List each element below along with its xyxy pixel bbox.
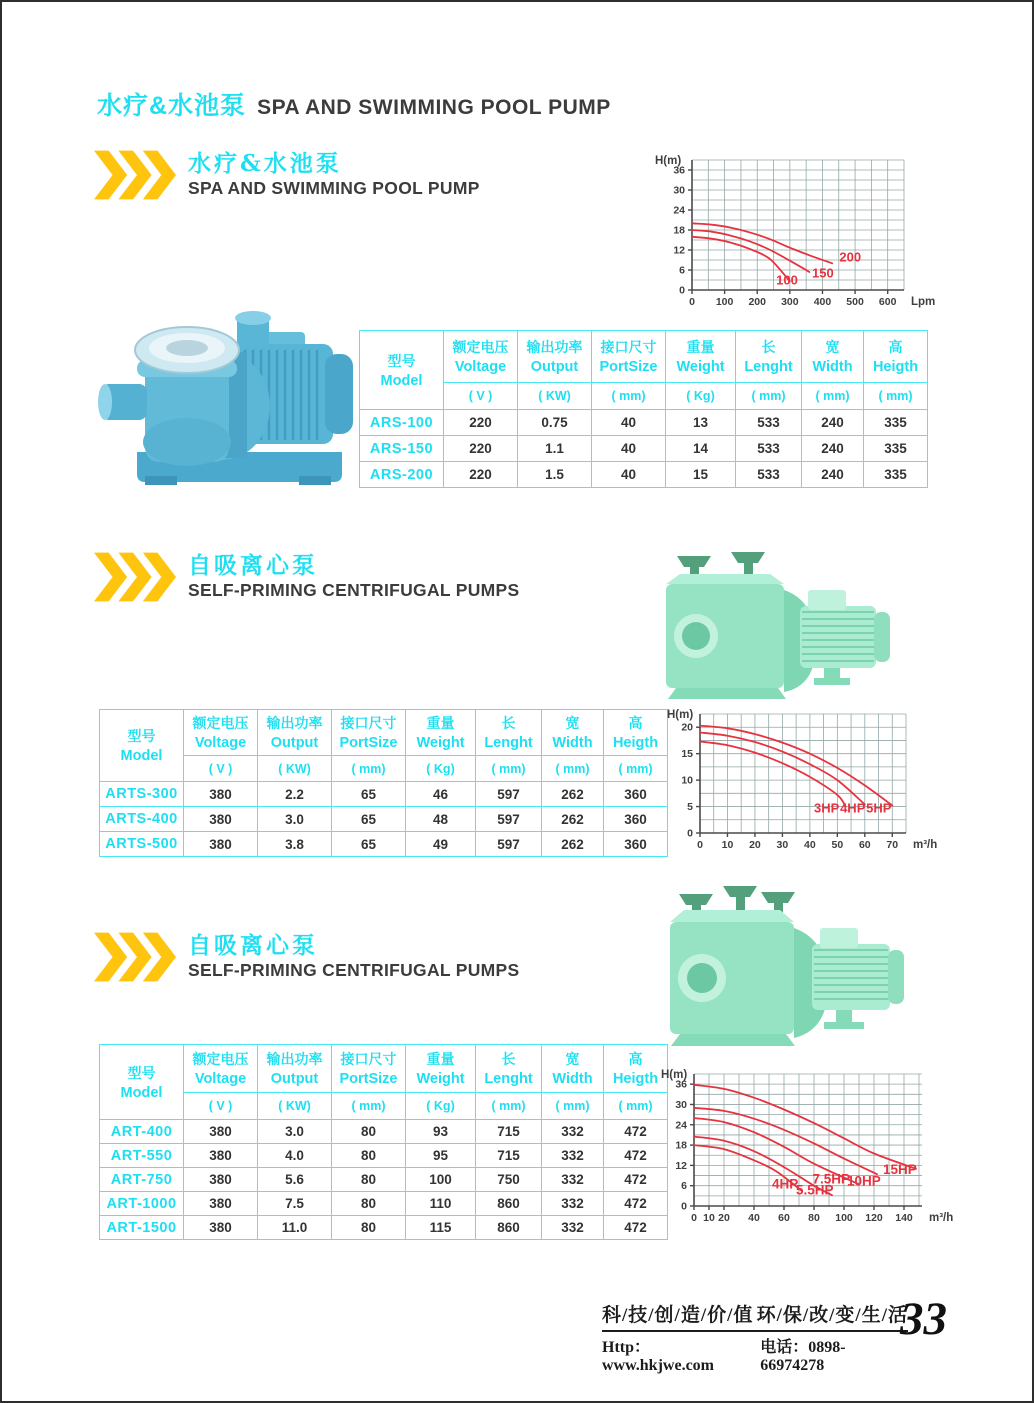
value-cell: 380 (184, 832, 258, 857)
svg-text:10: 10 (703, 1212, 715, 1224)
col-unit: ( KW) (518, 383, 592, 410)
svg-text:10: 10 (721, 839, 734, 851)
svg-text:80: 80 (808, 1212, 820, 1224)
svg-text:100: 100 (776, 272, 798, 288)
col-unit: ( V ) (184, 756, 258, 782)
svg-text:200: 200 (748, 296, 766, 308)
value-cell: 100 (406, 1168, 476, 1192)
svg-text:200: 200 (839, 249, 862, 265)
model-cell: ART-550 (100, 1144, 184, 1168)
svg-text:0: 0 (679, 284, 685, 297)
svg-text:600: 600 (878, 296, 897, 308)
svg-text:18: 18 (675, 1139, 687, 1152)
col-unit: ( mm) (332, 1093, 406, 1120)
value-cell: 110 (406, 1192, 476, 1216)
value-cell: 15 (666, 462, 736, 488)
value-cell: 360 (604, 807, 668, 832)
svg-text:300: 300 (781, 296, 799, 308)
svg-text:100: 100 (835, 1212, 853, 1224)
page-header (97, 86, 611, 122)
col-header: 宽 Width (542, 1045, 604, 1093)
model-cell: ARS-150 (360, 436, 444, 462)
section-title-en: SELF-PRIMING CENTRIFUGAL PUMPS (188, 580, 520, 601)
svg-text:0: 0 (681, 1200, 687, 1213)
value-cell: 13 (666, 410, 736, 436)
footer-phone: 电话：0898-66974278 (760, 1339, 846, 1374)
value-cell: 1.1 (518, 436, 592, 462)
spec-table-ars (359, 330, 928, 488)
value-cell: 46 (406, 782, 476, 807)
value-cell: 533 (736, 436, 802, 462)
col-header: 长 Lenght (736, 331, 802, 383)
value-cell: 115 (406, 1216, 476, 1240)
value-cell: 48 (406, 807, 476, 832)
performance-chart-arts (664, 702, 946, 867)
value-cell: 0.75 (518, 410, 592, 436)
value-cell: 335 (864, 462, 928, 488)
col-header: 重量 Weight (666, 331, 736, 383)
svg-text:20: 20 (681, 721, 693, 734)
value-cell: 332 (542, 1144, 604, 1168)
col-header: 重量 Weight (406, 710, 476, 756)
value-cell: 65 (332, 782, 406, 807)
svg-text:20: 20 (718, 1212, 730, 1224)
value-cell: 380 (184, 1120, 258, 1144)
col-header: 长 Lenght (476, 1045, 542, 1093)
col-header: 宽 Width (802, 331, 864, 383)
model-cell: ART-1000 (100, 1192, 184, 1216)
col-unit: ( mm) (542, 756, 604, 782)
value-cell: 220 (444, 462, 518, 488)
svg-text:5.5HP: 5.5HP (796, 1182, 834, 1198)
page-footer (602, 1293, 947, 1375)
col-header: 额定电压 Voltage (184, 1045, 258, 1093)
svg-text:10: 10 (681, 774, 693, 787)
svg-text:50: 50 (831, 839, 844, 851)
spec-table-arts (99, 709, 668, 857)
svg-text:0: 0 (687, 827, 693, 840)
svg-text:60: 60 (858, 839, 871, 851)
svg-text:500: 500 (846, 296, 864, 308)
value-cell: 49 (406, 832, 476, 857)
svg-text:30: 30 (675, 1098, 687, 1111)
page-title-en: SPA AND SWIMMING POOL PUMP (257, 96, 611, 119)
col-unit: ( mm) (604, 1093, 668, 1120)
col-unit: ( KW) (258, 1093, 332, 1120)
value-cell: 40 (592, 462, 666, 488)
value-cell: 220 (444, 410, 518, 436)
col-unit: ( mm) (802, 383, 864, 410)
svg-text:4HP: 4HP (772, 1176, 799, 1192)
value-cell: 332 (542, 1216, 604, 1240)
table-row (360, 462, 928, 488)
value-cell: 380 (184, 782, 258, 807)
chevron-arrows-icon (94, 150, 176, 200)
value-cell: 380 (184, 1144, 258, 1168)
value-cell: 14 (666, 436, 736, 462)
table-row (360, 410, 928, 436)
value-cell: 3.0 (258, 807, 332, 832)
value-cell: 380 (184, 1192, 258, 1216)
table-row (100, 1192, 668, 1216)
value-cell: 360 (604, 832, 668, 857)
green-self-priming-pump-photo (648, 548, 896, 711)
col-unit: ( mm) (604, 756, 668, 782)
svg-text:30: 30 (776, 839, 789, 851)
section-title-zh: 水疗&水池泵 (188, 149, 342, 177)
value-cell: 93 (406, 1120, 476, 1144)
value-cell: 332 (542, 1168, 604, 1192)
value-cell: 335 (864, 436, 928, 462)
value-cell: 380 (184, 1216, 258, 1240)
footer-rule (602, 1330, 908, 1332)
svg-text:100: 100 (715, 296, 734, 308)
svg-text:120: 120 (865, 1212, 883, 1224)
value-cell: 533 (736, 462, 802, 488)
svg-text:15: 15 (681, 748, 693, 761)
value-cell: 472 (604, 1120, 668, 1144)
value-cell: 40 (592, 436, 666, 462)
svg-text:40: 40 (748, 1212, 760, 1224)
section-heading-spa-pump (94, 150, 480, 200)
col-unit: ( mm) (736, 383, 802, 410)
col-header: 高 Heigth (604, 1045, 668, 1093)
col-unit: ( mm) (542, 1093, 604, 1120)
table-row (360, 436, 928, 462)
svg-text:24: 24 (675, 1119, 687, 1132)
col-header: 额定电压 Voltage (184, 710, 258, 756)
svg-text:12: 12 (675, 1159, 687, 1172)
svg-text:6: 6 (679, 264, 685, 277)
col-unit: ( Kg) (406, 1093, 476, 1120)
value-cell: 597 (476, 832, 542, 857)
section-heading-self-priming-2 (94, 932, 519, 982)
col-unit: ( mm) (476, 756, 542, 782)
svg-text:400: 400 (813, 296, 832, 308)
section-title-en: SELF-PRIMING CENTRIFUGAL PUMPS (188, 960, 520, 981)
model-cell: ARTS-400 (100, 807, 184, 832)
col-header: 重量 Weight (406, 1045, 476, 1093)
col-header: 接口尺寸 PortSize (332, 710, 406, 756)
value-cell: 80 (332, 1120, 406, 1144)
svg-text:24: 24 (673, 204, 685, 217)
svg-text:6: 6 (681, 1180, 687, 1193)
section-title-en: SPA AND SWIMMING POOL PUMP (188, 178, 480, 199)
svg-text:15HP: 15HP (883, 1162, 917, 1178)
blue-spa-pool-pump-photo (87, 284, 359, 495)
col-unit: ( KW) (258, 756, 332, 782)
green-self-priming-pump-large-photo (654, 882, 912, 1061)
svg-text:3HP: 3HP (813, 800, 840, 816)
value-cell: 262 (542, 782, 604, 807)
value-cell: 3.0 (258, 1120, 332, 1144)
table-row (100, 1168, 668, 1192)
value-cell: 715 (476, 1120, 542, 1144)
value-cell: 262 (542, 807, 604, 832)
col-header: 输出功率 Output (518, 331, 592, 383)
value-cell: 80 (332, 1168, 406, 1192)
section-title-zh: 自吸离心泵 (188, 931, 318, 959)
col-unit: ( mm) (332, 756, 406, 782)
value-cell: 472 (604, 1192, 668, 1216)
value-cell: 3.8 (258, 832, 332, 857)
spec-table-art (99, 1044, 668, 1240)
svg-text:60: 60 (778, 1212, 790, 1224)
value-cell: 80 (332, 1144, 406, 1168)
value-cell: 332 (542, 1120, 604, 1144)
value-cell: 65 (332, 807, 406, 832)
value-cell: 380 (184, 1168, 258, 1192)
model-cell: ART-750 (100, 1168, 184, 1192)
col-unit: ( V ) (444, 383, 518, 410)
page-title-zh: 水疗&水池泵 (97, 92, 247, 120)
value-cell: 240 (802, 436, 864, 462)
svg-text:7.5HP: 7.5HP (812, 1171, 851, 1187)
svg-text:18: 18 (673, 224, 685, 237)
svg-text:0: 0 (691, 1212, 697, 1224)
svg-text:0: 0 (689, 296, 695, 308)
svg-text:10HP: 10HP (847, 1173, 881, 1189)
svg-text:30: 30 (673, 184, 685, 197)
col-header-model: 型号 Model (100, 1045, 184, 1120)
table-row (100, 1216, 668, 1240)
model-cell: ART-1500 (100, 1216, 184, 1240)
value-cell: 472 (604, 1168, 668, 1192)
value-cell: 597 (476, 782, 542, 807)
table-row (100, 1120, 668, 1144)
value-cell: 472 (604, 1216, 668, 1240)
value-cell: 715 (476, 1144, 542, 1168)
col-header: 长 Lenght (476, 710, 542, 756)
model-cell: ART-400 (100, 1120, 184, 1144)
svg-text:H(m): H(m) (667, 709, 694, 721)
value-cell: 262 (542, 832, 604, 857)
section-title-zh: 自吸离心泵 (188, 551, 318, 579)
model-cell: ARTS-500 (100, 832, 184, 857)
svg-text:20: 20 (749, 839, 761, 851)
svg-text:5HP: 5HP (866, 800, 892, 816)
svg-text:70: 70 (886, 839, 899, 851)
col-header-model: 型号 Model (360, 331, 444, 410)
svg-text:140: 140 (895, 1212, 913, 1224)
table-row (100, 782, 668, 807)
page-number: 33 (900, 1293, 947, 1345)
value-cell: 5.6 (258, 1168, 332, 1192)
model-cell: ARS-100 (360, 410, 444, 436)
col-header: 宽 Width (542, 710, 604, 756)
value-cell: 80 (332, 1192, 406, 1216)
svg-text:36: 36 (675, 1078, 687, 1091)
col-header: 接口尺寸 PortSize (592, 331, 666, 383)
svg-text:4HP: 4HP (840, 800, 866, 816)
value-cell: 360 (604, 782, 668, 807)
value-cell: 220 (444, 436, 518, 462)
col-header: 高 Heigth (604, 710, 668, 756)
col-unit: ( Kg) (406, 756, 476, 782)
col-header: 接口尺寸 PortSize (332, 1045, 406, 1093)
col-header: 高 Heigth (864, 331, 928, 383)
value-cell: 2.2 (258, 782, 332, 807)
col-unit: ( Kg) (666, 383, 736, 410)
value-cell: 4.0 (258, 1144, 332, 1168)
model-cell: ARTS-300 (100, 782, 184, 807)
value-cell: 65 (332, 832, 406, 857)
footer-slogan-right: 环/保/改/变/生/活 (756, 1305, 908, 1326)
performance-chart-art (658, 1062, 956, 1245)
footer-website: Http：www.hkjwe.com (602, 1339, 714, 1374)
value-cell: 335 (864, 410, 928, 436)
svg-text:m³/h: m³/h (929, 1212, 954, 1224)
col-unit: ( mm) (864, 383, 928, 410)
chevron-arrows-icon (94, 932, 176, 982)
value-cell: 240 (802, 410, 864, 436)
chevron-arrows-icon (94, 552, 176, 602)
svg-text:12: 12 (673, 244, 685, 257)
svg-text:m³/h: m³/h (913, 839, 938, 851)
col-unit: ( mm) (476, 1093, 542, 1120)
value-cell: 332 (542, 1192, 604, 1216)
footer-slogan-left: 科/技/创/造/价/值 (602, 1305, 754, 1326)
value-cell: 533 (736, 410, 802, 436)
value-cell: 597 (476, 807, 542, 832)
value-cell: 1.5 (518, 462, 592, 488)
value-cell: 80 (332, 1216, 406, 1240)
model-cell: ARS-200 (360, 462, 444, 488)
value-cell: 11.0 (258, 1216, 332, 1240)
col-header: 额定电压 Voltage (444, 331, 518, 383)
value-cell: 860 (476, 1216, 542, 1240)
table-row (100, 832, 668, 857)
value-cell: 240 (802, 462, 864, 488)
table-row (100, 1144, 668, 1168)
svg-text:40: 40 (804, 839, 816, 851)
col-header-model: 型号 Model (100, 710, 184, 782)
value-cell: 40 (592, 410, 666, 436)
svg-text:H(m): H(m) (661, 1069, 688, 1081)
table-row (100, 807, 668, 832)
value-cell: 7.5 (258, 1192, 332, 1216)
performance-chart-spa-pump (652, 148, 944, 329)
value-cell: 380 (184, 807, 258, 832)
section-heading-self-priming-1 (94, 552, 519, 602)
svg-text:36: 36 (673, 164, 685, 177)
svg-text:5: 5 (687, 801, 693, 814)
col-unit: ( V ) (184, 1093, 258, 1120)
col-header: 输出功率 Output (258, 710, 332, 756)
value-cell: 860 (476, 1192, 542, 1216)
col-header: 输出功率 Output (258, 1045, 332, 1093)
svg-text:H(m): H(m) (655, 155, 682, 167)
col-unit: ( mm) (592, 383, 666, 410)
value-cell: 95 (406, 1144, 476, 1168)
svg-text:0: 0 (697, 839, 703, 851)
value-cell: 750 (476, 1168, 542, 1192)
svg-text:150: 150 (812, 265, 834, 281)
svg-text:Lpm: Lpm (911, 296, 936, 308)
value-cell: 472 (604, 1144, 668, 1168)
